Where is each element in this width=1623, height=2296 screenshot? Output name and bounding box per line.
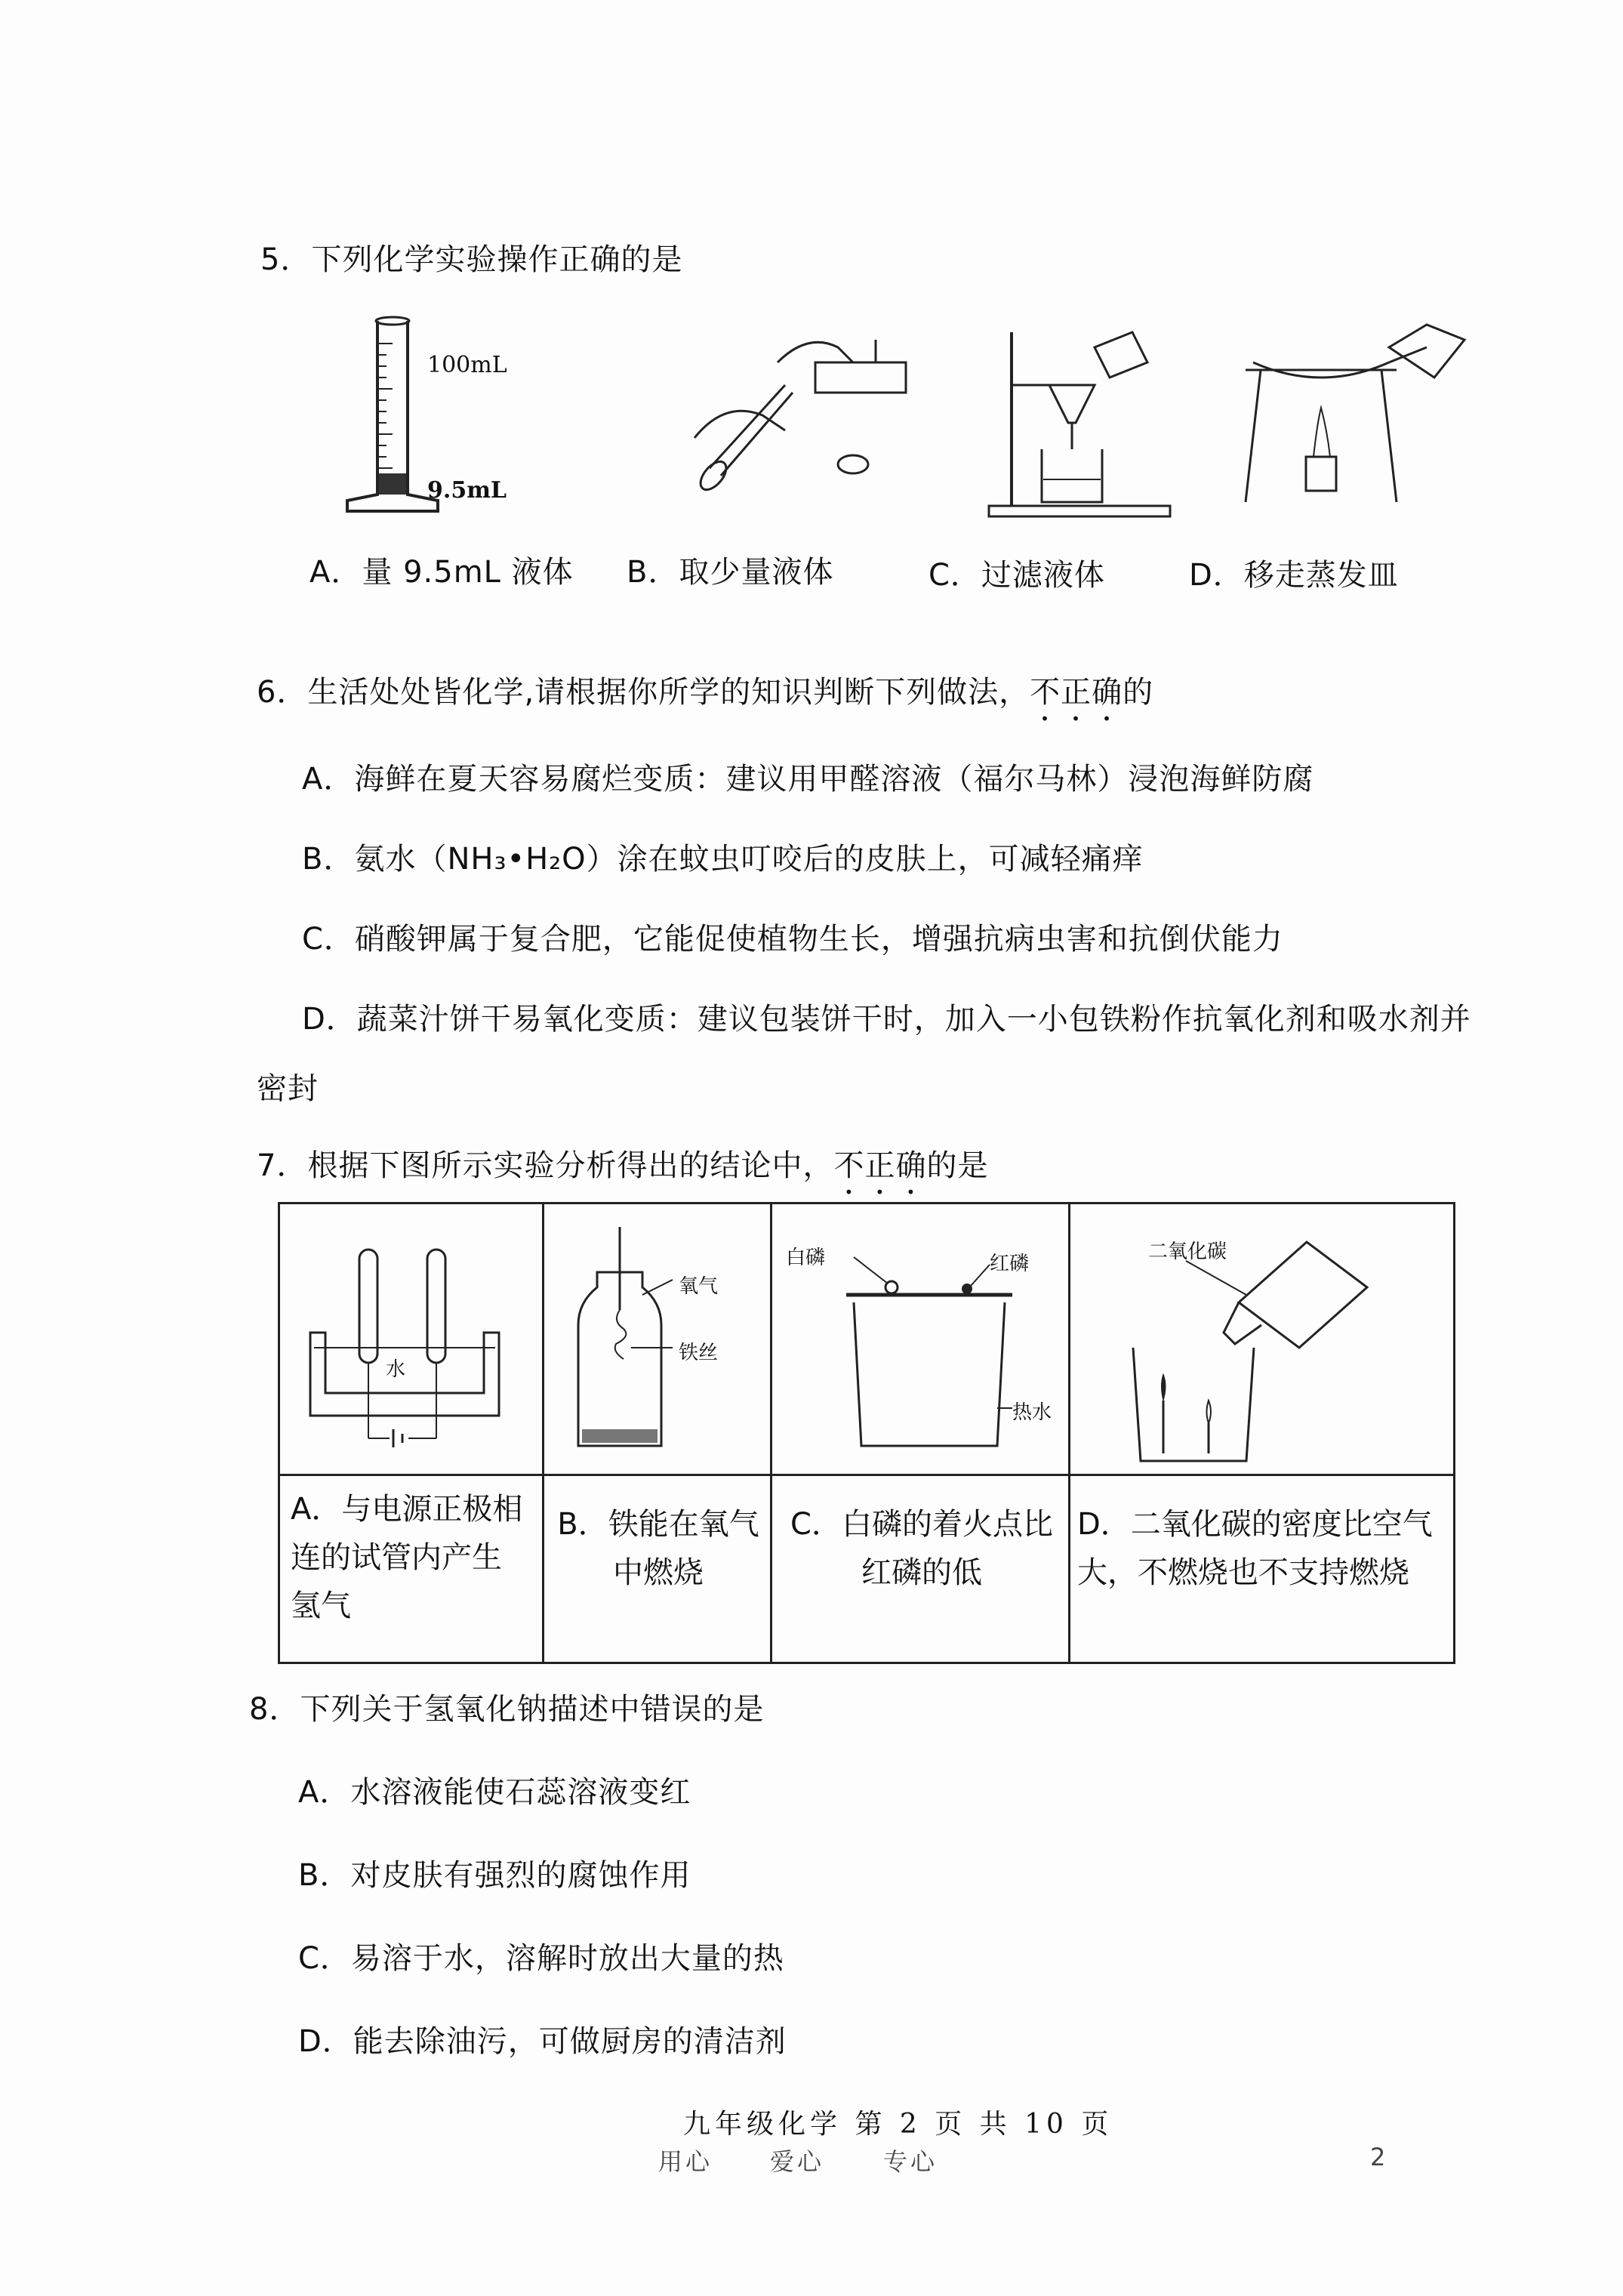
q5-figure-b-dropper [679, 317, 929, 498]
q5-option-c: C．过滤液体 [929, 558, 1105, 593]
q7-stem-emphasis: 不正确 [833, 1148, 927, 1183]
q7-label-co2: 二氧化碳 [1148, 1240, 1227, 1263]
q6-stem: 6．生活处处皆化学,请根据你所学的知识判断下列做法，不正确的 [257, 675, 1154, 710]
q6-option-a: A．海鲜在夏天容易腐烂变质：建议用甲醛溶液（福尔马林）浸泡海鲜防腐 [302, 762, 1314, 797]
q7-cell-a: A．与电源正极相 连的试管内产生 氢气 [291, 1492, 523, 1623]
q7-label-water: 水 [386, 1358, 406, 1381]
q6-option-c: C．硝酸钾属于复合肥，它能促使植物生长，增强抗病虫害和抗倒伏能力 [302, 922, 1283, 957]
q8-option-a: A．水溶液能使石蕊溶液变红 [298, 1775, 691, 1810]
q5-figure-d-evaporation [1238, 317, 1472, 521]
q7-label-hot-water: 热水 [1012, 1401, 1052, 1424]
q7-stem: 7．根据下图所示实验分析得出的结论中，不正确的是 [257, 1148, 989, 1183]
q5-option-a: A．量 9.5mL 液体 [310, 555, 574, 590]
q5-option-d: D．移走蒸发皿 [1189, 558, 1399, 593]
q6-option-d-continued: 密封 [257, 1071, 319, 1106]
q7-label-oxygen: 氧气 [679, 1275, 719, 1298]
q6-option-d: D．蔬菜汁饼干易氧化变质：建议包装饼干时，加入一小包铁粉作抗氧化剂和吸水剂并 [302, 1002, 1471, 1037]
q7-figure-d-co2 [1095, 1219, 1443, 1469]
q5-label-100ml: 100mL [427, 352, 507, 378]
footer-watermark-2: 爱心 [770, 2147, 825, 2176]
q8-option-d: D．能去除油污，可做厨房的清洁剂 [298, 2024, 787, 2059]
q5-figure-c-filtration [981, 317, 1178, 521]
q7-table [278, 1202, 1455, 1664]
footer-watermark-1: 用心 [658, 2147, 713, 2176]
q7-label-white-phosphorus: 白磷 [786, 1247, 826, 1269]
footer-watermark-3: 专心 [883, 2147, 938, 2176]
q7-figure-b-iron-oxygen [559, 1219, 763, 1469]
q8-option-b: B．对皮肤有强烈的腐蚀作用 [298, 1858, 691, 1893]
q7-cell-c: C．白磷的着火点比 红磷的低 [790, 1507, 1053, 1590]
q7-label-iron-wire: 铁丝 [679, 1342, 719, 1364]
q5-label-9-5ml: 9.5mL [427, 477, 507, 504]
page-footer: 九年级化学 第 2 页 共 10 页 [683, 2109, 1113, 2140]
footer-page-number: 2 [1370, 2143, 1389, 2171]
q7-figure-a-electrolysis [295, 1234, 529, 1461]
q7-cell-d: D．二氧化碳的密度比空气 大，不燃烧也不支持燃烧 [1077, 1507, 1433, 1590]
q8-option-c: C．易溶于水，溶解时放出大量的热 [298, 1941, 784, 1976]
q5-option-b: B．取少量液体 [627, 555, 834, 590]
q5-stem: 5．下列化学实验操作正确的是 [260, 242, 683, 277]
q7-label-red-phosphorus: 红磷 [990, 1253, 1030, 1275]
q6-option-b: B．氨水（NH₃•H₂O）涂在蚊虫叮咬后的皮肤上，可减轻痛痒 [302, 842, 1144, 877]
q6-stem-emphasis: 不正确 [1030, 675, 1123, 710]
q7-cell-b: B．铁能在氧气 中燃烧 [557, 1507, 759, 1590]
q8-stem: 8．下列关于氢氧化钠描述中错误的是 [249, 1692, 765, 1727]
